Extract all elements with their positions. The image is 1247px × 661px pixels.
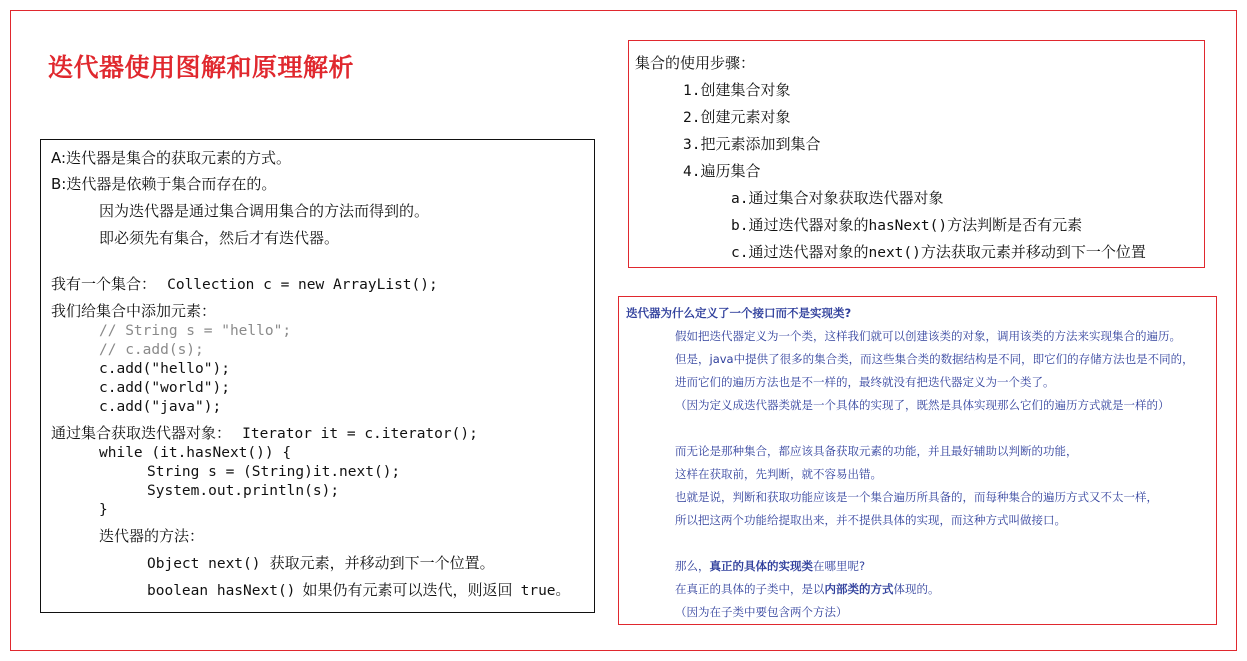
step-4-text: 遍历集合 [700, 162, 761, 180]
why-p1-line2: 但是，java中提供了很多的集合类，而这些集合类的数据结构是不同，即它们的存储方法也是不同的， [675, 352, 1194, 366]
method-hasnext-code: boolean hasNext() [147, 583, 296, 599]
step-3-text: 把元素添加到集合 [700, 135, 821, 153]
iterator-line [51, 422, 478, 443]
why-p3-line2 [675, 581, 940, 597]
method-hasnext-end: true。 [520, 583, 571, 599]
why-p1-line3: 进而它们的遍历方法也是不一样的，最终就没有把迭代器定义为一个类了。 [675, 375, 1055, 389]
substep-b [731, 214, 1082, 235]
code-while: while (it.hasNext()) { [99, 445, 292, 461]
code-next: String s = (String)it.next(); [147, 464, 401, 480]
method-next-desc: 获取元素，并移动到下一个位置。 [269, 554, 495, 572]
substep-b-text-2: 方法判断是否有元素 [947, 216, 1083, 234]
why-p3-line2-c: 体现的。 [893, 582, 940, 596]
step-4 [683, 160, 760, 181]
iterator-explanation-box [40, 139, 595, 613]
iterator-code: Iterator it = c.iterator(); [242, 426, 478, 442]
substep-b-prefix: b. [731, 218, 749, 234]
method-hasnext [147, 579, 570, 600]
line-b2: 即必须先有集合，然后才有迭代器。 [99, 229, 340, 247]
collection-line [51, 273, 438, 294]
step-2-text: 创建元素对象 [700, 108, 791, 126]
step-1-text: 创建集合对象 [700, 81, 791, 99]
why-p2-line1: 而无论是那种集合，都应该具备获取元素的功能，并且最好辅助以判断的功能， [675, 444, 1078, 458]
why-p3-line2-a: 在真正的具体的子类中，是以 [675, 582, 825, 596]
code-close-brace: } [99, 502, 108, 518]
substep-c-text-1: 通过迭代器对象的 [748, 243, 869, 261]
code-add-java: c.add("java"); [99, 399, 222, 415]
step-3 [683, 133, 820, 154]
why-interface-box [618, 296, 1217, 625]
why-p1-line1: 假如把迭代器定义为一个类，这样我们就可以创建该类的对象，调用该类的方法来实现集合的遍历。 [675, 329, 1181, 343]
step-2 [683, 106, 790, 127]
code-add-world: c.add("world"); [99, 380, 230, 396]
why-p2-line2: 这样在获取前，先判断，就不容易出错。 [675, 467, 882, 481]
why-p2-line3: 也就是说，判断和获取功能应该是一个集合遍历所具备的，而每种集合的遍历方式又不太一样， [675, 490, 1158, 504]
code-comment-1: // String s = "hello"; [99, 323, 292, 339]
code-comment-2: // c.add(s); [99, 342, 204, 358]
why-p3-line1-c: 在哪里呢? [813, 559, 866, 573]
steps-heading: 集合的使用步骤： [635, 54, 756, 72]
step-1 [683, 79, 790, 100]
collection-code: Collection c = new ArrayList(); [167, 277, 438, 293]
collection-text: 我有一个集合： [51, 275, 157, 293]
code-add-hello: c.add("hello"); [99, 361, 230, 377]
substep-c-prefix: c. [731, 245, 749, 261]
usage-steps-box [628, 40, 1205, 268]
why-p3-line3: （因为在子类中要包含两个方法） [675, 605, 848, 619]
line-b: B:迭代器是依赖于集合而存在的。 [51, 175, 277, 193]
substep-b-text-1: 通过迭代器对象的 [748, 216, 869, 234]
substep-c-code: next() [868, 245, 921, 261]
why-p2-line4: 所以把这两个功能给提取出来，并不提供具体的实现，而这种方式叫做接口。 [675, 513, 1066, 527]
substep-a-prefix: a. [731, 191, 749, 207]
why-p3-line1-bold: 真正的具体的实现类 [709, 559, 813, 573]
iterator-text: 通过集合获取迭代器对象： [51, 424, 232, 442]
page-title: 迭代器使用图解和原理解析 [48, 53, 355, 82]
method-next [147, 552, 495, 573]
step-4-num: 4. [683, 164, 701, 180]
substep-c [731, 241, 1146, 262]
substep-b-code: hasNext() [868, 218, 948, 234]
step-3-num: 3. [683, 137, 701, 153]
why-p3-line1 [675, 558, 865, 574]
line-b1: 因为迭代器是通过集合调用集合的方法而得到的。 [99, 202, 430, 220]
add-elements-text: 我们给集合中添加元素： [51, 302, 217, 320]
why-p1-line4: （因为定义成迭代器类就是一个具体的实现了，既然是具体实现那么它们的遍历方式就是一样的） [675, 398, 1170, 412]
methods-title: 迭代器的方法： [99, 527, 205, 545]
step-1-num: 1. [683, 83, 701, 99]
why-p3-line2-bold: 内部类的方式 [824, 582, 894, 596]
substep-c-text-2: 方法获取元素并移动到下一个位置 [920, 243, 1146, 261]
why-p3-line1-a: 那么， [675, 559, 710, 573]
step-2-num: 2. [683, 110, 701, 126]
substep-a [731, 187, 943, 208]
method-next-code: Object next() [147, 556, 261, 572]
why-question: 迭代器为什么定义了一个接口而不是实现类? [626, 306, 852, 320]
substep-a-text: 通过集合对象获取迭代器对象 [748, 189, 944, 207]
line-a: A:迭代器是集合的获取元素的方式。 [51, 149, 292, 167]
method-hasnext-desc: 如果仍有元素可以迭代，则返回 [302, 581, 513, 599]
code-println: System.out.println(s); [147, 483, 340, 499]
